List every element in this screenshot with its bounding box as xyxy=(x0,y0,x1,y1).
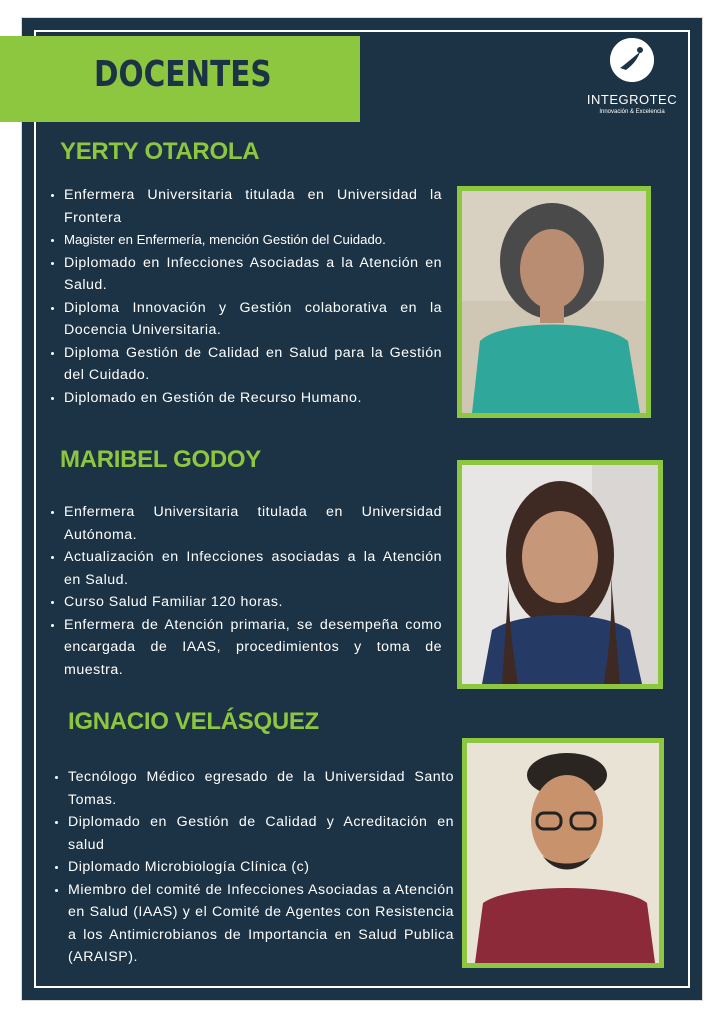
docente-photo-2 xyxy=(457,460,663,689)
credential-item: • Magister en Enfermería, mención Gestión del Cuidado. xyxy=(64,229,442,252)
credential-item: • Curso Salud Familiar 120 horas. xyxy=(64,591,442,614)
credential-item: • Tecnólogo Médico egresado de la Universidad Santo Tomas. xyxy=(68,766,454,811)
credential-item: • Miembro del comité de Infecciones Asociadas a Atención en Salud (IAAS) y el Comité de Agentes con Resistencia a los Antimicrobianos de Importancia en Salud Publica (ARAISP). xyxy=(68,879,454,969)
docente-name-3: IGNACIO VELÁSQUEZ xyxy=(68,708,319,735)
credential-item: • Diploma Gestión de Calidad en Salud para la Gestión del Cuidado. xyxy=(64,342,442,387)
docente-1-credentials xyxy=(46,184,442,409)
integrotec-logo-icon xyxy=(610,38,654,82)
logo-name: INTEGROTEC xyxy=(586,92,678,107)
credential-item: • Enfermera de Atención primaria, se desempeña como encargada de IAAS, procedimientos y toma de muestra. xyxy=(64,614,442,682)
credential-item: • Diplomado Microbiología Clínica (c) xyxy=(68,856,454,879)
docente-photo-1 xyxy=(457,186,651,418)
docente-photo-3 xyxy=(462,738,664,968)
credential-item: • Enfermera Universitaria titulada en Universidad la Frontera xyxy=(64,184,442,229)
credential-item: • Diplomado en Gestión de Calidad y Acreditación en salud xyxy=(68,811,454,856)
credential-item: • Enfermera Universitaria titulada en Universidad Autónoma. xyxy=(64,501,442,546)
docente-2-credentials xyxy=(46,501,442,681)
credential-item: • Diplomado en Infecciones Asociadas a la Atención en Salud. xyxy=(64,252,442,297)
credential-item: • Actualización en Infecciones asociadas a la Atención en Salud. xyxy=(64,546,442,591)
logo-tagline: Innovación & Excelencia xyxy=(599,109,665,115)
page-title: DOCENTES xyxy=(94,54,272,95)
logo xyxy=(582,38,682,115)
docente-name-2: MARIBEL GODOY xyxy=(60,446,262,473)
credential-item: • Diploma Innovación y Gestión colaborativa en la Docencia Universitaria. xyxy=(64,297,442,342)
docente-3-credentials xyxy=(50,766,454,969)
docente-name-1: YERTY OTAROLA xyxy=(60,138,260,165)
credential-item: • Diplomado en Gestión de Recurso Humano. xyxy=(64,387,442,410)
